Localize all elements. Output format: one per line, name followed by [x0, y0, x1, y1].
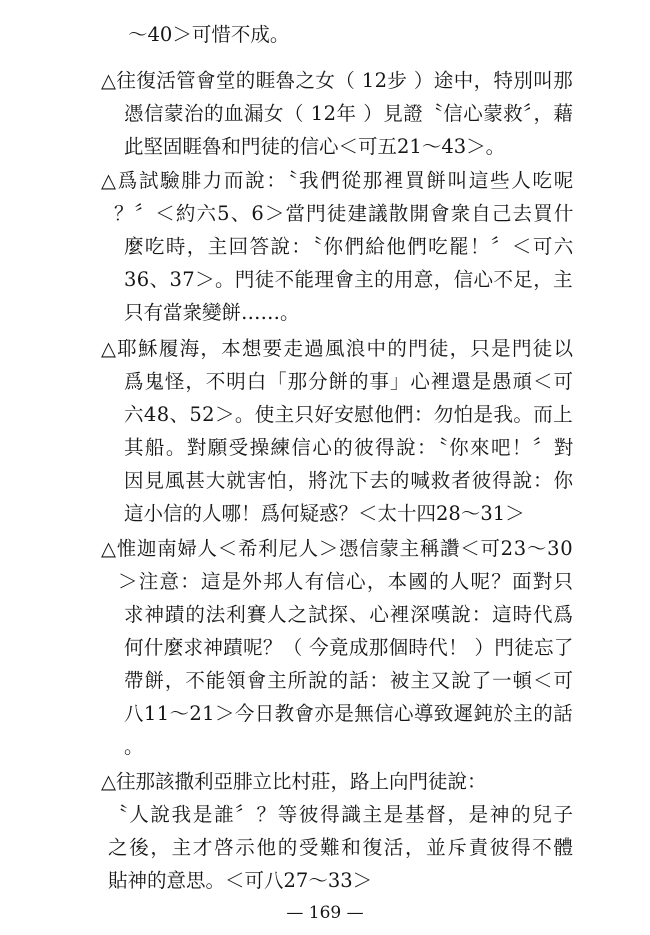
text-line: 六48、52＞。使主只好安慰他們：勿怕是我。而上 — [124, 403, 574, 426]
text-line: 36、37＞。門徒不能理會主的用意，信心不足，主 — [124, 268, 574, 291]
text-line: 這小信的人哪！爲何疑惑？＜太十四28～31＞ — [124, 502, 525, 525]
text-line: △爲試驗腓力而說：〝我們從那裡買餅叫這些人吃呢 — [101, 169, 575, 192]
text-line: ？〞＜約六5、6＞當門徒建議散開會衆自己去買什 — [114, 202, 575, 225]
text-line: 之後，主才啓示他的受難和復活，並斥責彼得不體 — [108, 836, 575, 859]
text-line: △耶穌履海，本想要走過風浪中的門徒，只是門徒以 — [101, 337, 575, 360]
text-line: 只有當衆變餅……。 — [124, 301, 300, 324]
text-line: 麼吃時，主回答說：〝你們給他們吃罷！〞＜可六 — [124, 235, 575, 258]
text-line: 八11～21＞今日教會亦是無信心導致遲鈍於主的話 — [124, 702, 574, 725]
page-number: — 169 — — [286, 903, 364, 923]
text-line: 爲鬼怪，不明白「那分餅的事」心裡還是愚頑＜可 — [124, 370, 574, 393]
text-line: 〝人說我是誰〞？等彼得識主是基督，是神的兒子 — [108, 803, 575, 826]
text-line: 貼神的意思。＜可八27～33＞ — [108, 869, 373, 892]
text-line: 。 — [124, 735, 144, 758]
text-line: △惟迦南婦人＜希利尼人＞憑信蒙主稱讚＜可23～30 — [101, 537, 574, 560]
text-line: △往復活管會堂的睚魯之女（ 12步 ）途中，特別叫那 — [101, 69, 574, 92]
text-line: 憑信蒙治的血漏女（ 12年 ）見證〝信心蒙救〞，藉 — [124, 102, 574, 125]
text-line: 何什麼求神蹟呢？（ 今竟成那個時代！ ）門徒忘了 — [124, 636, 574, 659]
text-line: 求神蹟的法利賽人之試探、心裡深嘆說：這時代爲 — [124, 603, 574, 626]
text-line: 帶餅，不能領會主所說的話：被主又說了一頓＜可 — [124, 669, 574, 692]
text-line: 因見風甚大就害怕，將沈下去的喊救者彼得說：你 — [124, 469, 574, 492]
text-line: 此堅固睚魯和門徒的信心＜可五21～43＞。 — [124, 135, 506, 158]
text-line: 其船。對願受操練信心的彼得說：〝你來吧！〞對 — [124, 436, 575, 459]
text-line: ～40＞可惜不成。 — [128, 23, 290, 46]
text-line: ＞注意：這是外邦人有信心，本國的人呢？面對只 — [118, 570, 575, 593]
text-line: △往那該撒利亞腓立比村莊，路上向門徒說： — [101, 770, 487, 793]
